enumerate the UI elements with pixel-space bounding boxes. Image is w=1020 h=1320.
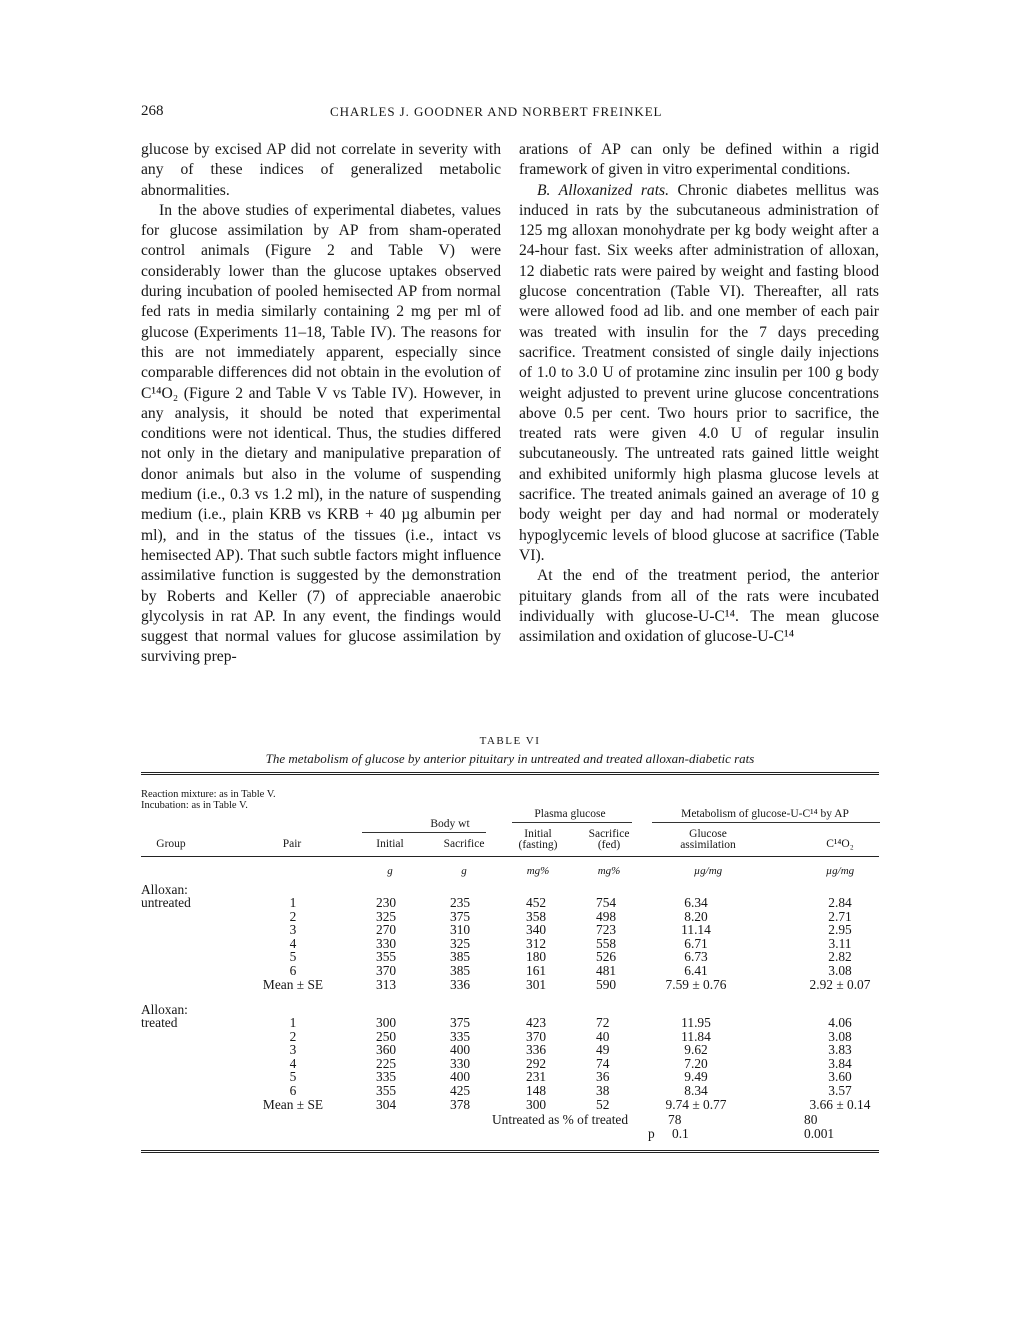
header-metabolism-rule: [652, 822, 880, 823]
table-cell-assim: 8.34: [684, 1083, 708, 1098]
header-plasma-glucose: Plasma glucose: [534, 808, 606, 820]
table-cell-pg-i: 340: [526, 922, 547, 938]
table-cell-pair: 6: [289, 963, 297, 978]
table-cell-co2: 3.57: [828, 1083, 852, 1098]
table-cell-assim: 9.74 ± 0.77: [665, 1096, 727, 1112]
header-pg-initial: Initial: [524, 828, 552, 840]
table-cell-bw-s: 335: [450, 1028, 471, 1044]
table-cell-pair: 2: [289, 908, 297, 924]
table-cell-bw-i: 325: [376, 908, 397, 924]
table-cell-pg-i: 301: [526, 976, 547, 992]
table-cell-co2: 3.08: [828, 963, 852, 978]
table-cell-pair: 2: [289, 1028, 297, 1044]
table-cell-co2: 3.60: [828, 1069, 852, 1085]
left-column: [141, 140, 501, 668]
table-cell-pg-s: 754: [596, 895, 617, 910]
table-cell-co2: 3.11: [828, 935, 852, 951]
table-cell-bw-s: 235: [450, 895, 471, 910]
table-cell-bw-s: 385: [450, 949, 471, 965]
table-cell-co2: 2.84: [828, 895, 852, 910]
table-cell-assim: 7.20: [684, 1055, 708, 1071]
table-cell-bw-s: 378: [450, 1096, 471, 1112]
table-cell-pg-s: 498: [596, 908, 617, 924]
table-cell-co2: 2.71: [828, 908, 852, 924]
table-cell-bw-i: 355: [376, 1083, 397, 1098]
unit-bw-initial: g: [387, 865, 393, 877]
table-cell-co2: 2.92 ± 0.07: [809, 976, 871, 992]
header-assimilation: assimilation: [680, 839, 736, 851]
table-cell-co2: 2.82: [828, 949, 852, 965]
table-note-incubation: Incubation: as in Table V.: [141, 800, 248, 811]
table-cell-bw-i: 330: [376, 935, 397, 951]
left-paragraph-2: In the above studies of experimental diabetes, values for glucose assimilation by AP from sham-operated control animals (Figure 2 and Table V) were considerably lower than the glucose uptakes observed during incubation of pooled hemisected AP from normal fed rats in media similarly containing 2 mg per ml of glucose (Experiments 11–18, Table IV). The reasons for this are not immediately apparent, especially since comparable differences did not obtain in the evolution of C¹⁴O₂ (Figure 2 and Table V vs Table IV). However, in any analysis, it should be noted that experimental conditions were not identical. Thus, the studies differed not only in the dietary and manipulative preparation of donor animals but also in the volume of suspending medium (i.e., 0.3 vs 1.2 ml), in the nature of suspending medium (i.e., plain KRB vs KRB + 40 µg albumin per ml), and in the status of the tissues (i.e., intact vs hemisected AP). That such subtle factors might influence assimilative function is suggested by the demonstration by Roberts and Keller (7) of appreciable anaerobic glycolysis in rat AP. In any event, the findings would suggest that normal values for glucose assimilation by surviving prep-: [141, 201, 501, 666]
table-cell-assim: 6.41: [684, 963, 708, 978]
header-pg-sacrifice: Sacrifice: [588, 828, 630, 840]
table-cell-bw-i: 360: [376, 1042, 397, 1058]
table-cell-pg-s: 49: [596, 1042, 610, 1058]
table-cell-pg-s: 52: [596, 1096, 610, 1112]
header-group: Group: [156, 838, 186, 850]
table-cell-bw-s: 385: [450, 963, 471, 978]
table-cell-assim: 8.20: [684, 908, 708, 924]
table-cell-pair: 5: [289, 949, 297, 965]
table-cell-co2: 3.84: [828, 1055, 852, 1071]
header-body-wt: Body wt: [430, 818, 470, 830]
table-cell-assim: 6.73: [684, 949, 708, 965]
table-cell-pair: 3: [289, 922, 297, 938]
table-cell-bw-i: 225: [376, 1055, 397, 1071]
table-cell-pg-s: 481: [596, 963, 617, 978]
table-cell-pg-s: 72: [596, 1015, 610, 1030]
table-cell-bw-s: 336: [450, 976, 471, 992]
table-cell-pair: 6: [289, 1083, 297, 1098]
unit-pg-initial: mg%: [526, 865, 550, 877]
group-label-sub: treated: [141, 1015, 178, 1030]
table-cell-bw-i: 370: [376, 963, 397, 978]
header-metabolism: Metabolism of glucose-U-C¹⁴ by AP: [681, 808, 849, 820]
table-top-rule: [141, 772, 879, 775]
group-label: Alloxan:: [141, 1002, 188, 1017]
table-cell-co2: 3.08: [828, 1028, 852, 1044]
table-cell-pg-s: 36: [596, 1069, 610, 1085]
section-heading: B. Alloxanized rats.: [537, 181, 670, 199]
unit-pg-sacrifice: mg%: [597, 865, 621, 877]
table-cell-pg-i: 300: [526, 1096, 547, 1112]
header-bw-sacrifice: Sacrifice: [443, 838, 485, 850]
summary-p-assim: 0.1: [672, 1126, 689, 1141]
table-cell-assim: 7.59 ± 0.76: [665, 976, 727, 992]
right-paragraph-2-body: Chronic diabetes mellitus was induced in rats by the subcutaneous administration of 125 mg alloxan monohydrate per kg body weight after a 24-hour fast. Six weeks after administration of alloxan, 12 diabetic rats were paired by weight and fasting blood glucose concentration (Table VI). Thereafter, all rats were allowed food ad lib. and one member of each pair was treated with insulin for the 7 days preceding sacrifice. Treatment consisted of single daily injections of 1.0 to 3.0 U of protamine zinc insulin per 100 g body weight adjusted to prevent urine glucose concentrations above 0.5 per cent. Two hours prior to sacrifice, the treated rats were given 4.0 U of regular insulin subcutaneously. The untreated rats gained little weight and exhibited uniformly high plasma glucose levels at sacrifice. The treated animals gained an average of 10 g body weight per day and had normal or moderately hypoglycemic levels of blood glucose at sacrifice (Table VI).: [519, 181, 879, 564]
table-cell-pair: Mean ± SE: [262, 976, 324, 992]
table-cell-bw-s: 400: [450, 1069, 471, 1085]
header-body-wt-rule: [362, 832, 486, 833]
page-number: 268: [141, 103, 164, 119]
table-cell-bw-i: 335: [376, 1069, 397, 1085]
summary-pct-assim: 78: [668, 1112, 682, 1127]
unit-assimilation: µg/mg: [693, 865, 723, 877]
table-cell-bw-i: 300: [376, 1015, 397, 1030]
table-cell-pair: 1: [289, 1015, 297, 1030]
table-cell-assim: 11.84: [681, 1028, 711, 1044]
table-cell-bw-s: 330: [450, 1055, 471, 1071]
table-cell-pg-s: 526: [596, 949, 617, 965]
unit-bw-sacrifice: g: [461, 865, 467, 877]
left-paragraph-1: glucose by excised AP did not correlate in severity with any of these indices of generalized metabolic abnormalities.: [141, 141, 501, 199]
table-cell-pg-s: 558: [596, 935, 617, 951]
table-cell-bw-s: 375: [450, 908, 471, 924]
table-bottom-rule: [141, 1150, 879, 1153]
table-cell-pg-i: 336: [526, 1042, 547, 1058]
summary-pct-label: Untreated as % of treated: [492, 1112, 629, 1127]
table-cell-assim: 6.71: [684, 935, 708, 951]
table-caption: The metabolism of glucose by anterior pituitary in untreated and treated alloxan-diabetic rats: [265, 751, 755, 766]
right-paragraph-2: [519, 181, 879, 567]
table-cell-pair: 5: [289, 1069, 297, 1085]
table-cell-co2: 4.06: [828, 1015, 852, 1030]
table-cell-bw-i: 270: [376, 922, 397, 938]
table-note-reaction: Reaction mixture: as in Table V.: [141, 789, 276, 800]
table-cell-pg-s: 74: [596, 1055, 610, 1071]
table-cell-bw-s: 425: [450, 1083, 471, 1098]
table-cell-pg-i: 358: [526, 908, 547, 924]
header-bw-initial: Initial: [376, 838, 404, 850]
group-label-sub: untreated: [141, 895, 191, 910]
running-head: CHARLES J. GOODNER AND NORBERT FREINKEL: [330, 104, 663, 119]
table-cell-bw-s: 400: [450, 1042, 471, 1058]
table-cell-pg-s: 40: [596, 1028, 610, 1044]
summary-p-label: p: [648, 1126, 655, 1141]
header-glucose: Glucose: [689, 828, 727, 840]
table-cell-assim: 9.62: [684, 1042, 708, 1058]
table-number: TABLE VI: [479, 735, 541, 747]
table-cell-pair: 4: [289, 1055, 297, 1071]
table-cell-bw-s: 375: [450, 1015, 471, 1030]
table-cell-pg-i: 312: [526, 935, 547, 951]
table-cell-pair: 4: [289, 935, 297, 951]
header-plasma-glucose-rule: [512, 822, 632, 823]
table-cell-pg-i: 452: [526, 895, 547, 910]
table-cell-bw-i: 355: [376, 949, 397, 965]
right-paragraph-1: arations of AP can only be defined within a rigid framework of given in vitro experimental conditions.: [519, 141, 879, 179]
table-cell-pg-i: 231: [526, 1069, 547, 1085]
table-cell-pg-i: 180: [526, 949, 547, 965]
summary-p-co2: 0.001: [804, 1126, 835, 1141]
table-cell-assim: 11.14: [681, 922, 711, 938]
table-cell-co2: 3.83: [828, 1042, 852, 1058]
table-cell-pair: 1: [289, 895, 297, 910]
table-cell-co2: 2.95: [828, 922, 852, 938]
right-paragraph-3: At the end of the treatment period, the anterior pituitary glands from all of the rats were incubated individually with glucose-U-C¹⁴. The mean glucose assimilation and oxidation of glucose-U-C¹⁴: [519, 567, 879, 646]
table-cell-pg-s: 723: [596, 922, 617, 938]
summary-pct-co2: 80: [804, 1112, 818, 1127]
table-cell-pg-i: 292: [526, 1055, 547, 1071]
table-cell-pg-i: 370: [526, 1028, 547, 1044]
table-cell-bw-i: 250: [376, 1028, 397, 1044]
table-cell-bw-s: 325: [450, 935, 471, 951]
table-cell-assim: 6.34: [684, 895, 708, 910]
table-cell-bw-i: 304: [376, 1096, 397, 1112]
unit-c14o2: µg/mg: [825, 865, 855, 877]
table-cell-assim: 9.49: [684, 1069, 708, 1085]
group-label: Alloxan:: [141, 882, 188, 897]
header-pg-fed: (fed): [597, 839, 621, 851]
header-pg-fasting: (fasting): [518, 839, 558, 851]
table-cell-pair: 3: [289, 1042, 297, 1058]
table-cell-pg-s: 590: [596, 976, 617, 992]
table-cell-co2: 3.66 ± 0.14: [809, 1096, 871, 1112]
table-cell-bw-s: 310: [450, 922, 471, 938]
header-bottom-rule: [141, 856, 879, 857]
header-pair: Pair: [282, 838, 302, 850]
header-c14o2: C¹⁴O₂: [826, 838, 854, 850]
right-column: [519, 140, 879, 647]
table-cell-pg-i: 148: [526, 1083, 547, 1098]
table-cell-assim: 11.95: [681, 1015, 711, 1030]
table-cell-pg-i: 161: [526, 963, 547, 978]
table-cell-pg-i: 423: [526, 1015, 547, 1030]
table-cell-pair: Mean ± SE: [262, 1096, 324, 1112]
table-cell-bw-i: 313: [376, 976, 397, 992]
table-cell-pg-s: 38: [596, 1083, 610, 1098]
table-cell-bw-i: 230: [376, 895, 397, 910]
